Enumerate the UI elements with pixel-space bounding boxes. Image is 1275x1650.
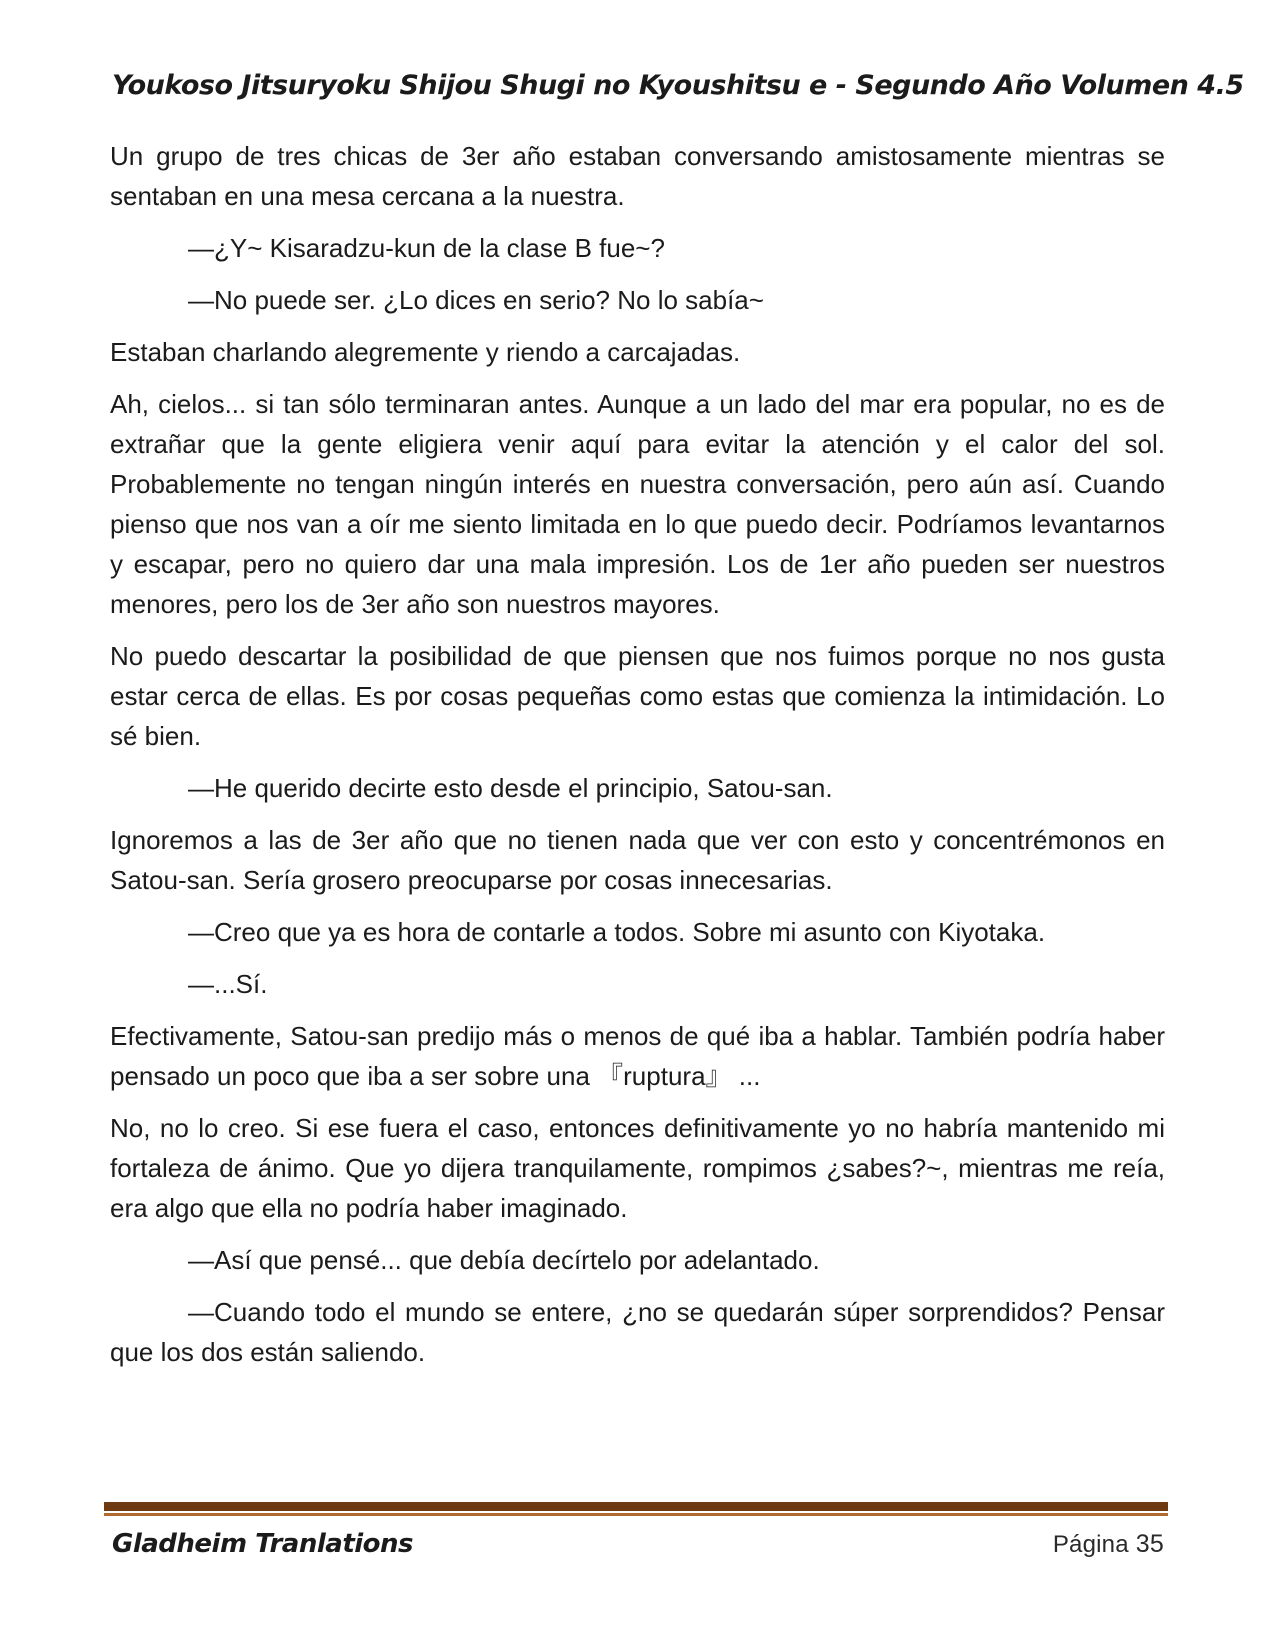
dialogue-paragraph: —Cuando todo el mundo se entere, ¿no se quedarán súper sorprendidos? Pensar que los dos están saliendo. bbox=[110, 1297, 1165, 1367]
page-label: Página bbox=[1052, 1531, 1129, 1558]
dialogue-paragraph: —Creo que ya es hora de contarle a todos. Sobre mi asunto con Kiyotaka. bbox=[188, 917, 1046, 947]
narration-paragraph: Ignoremos a las de 3er año que no tienen nada que ver con esto y concentrémonos en Satou-san. Sería grosero preocuparse por cosas innecesarias. bbox=[110, 825, 1165, 895]
footer-brand: Gladheim Tranlations bbox=[112, 1529, 414, 1559]
footer-rule bbox=[104, 1502, 1168, 1516]
paragraphs bbox=[110, 136, 1165, 1384]
dialogue-paragraph: —...Sí. bbox=[188, 969, 268, 999]
dialogue-paragraph: —¿Y~ Kisaradzu-kun de la clase B fue~? bbox=[188, 233, 665, 263]
footer-rule-thin-line bbox=[104, 1513, 1168, 1516]
page-number: 35 bbox=[1135, 1530, 1164, 1558]
footer-row bbox=[104, 1529, 1168, 1559]
narration-paragraph: Ah, cielos... si tan sólo terminaran antes. Aunque a un lado del mar era popular, no es de extrañar que la gente eligiera venir aquí para evitar la atención y el calor del sol. Probablemente no tengan ningún interés en nuestra conversación, pero aún así. Cuando pienso que nos van a oír me siento limitada en lo que puedo decir. Podríamos levantarnos y escapar, pero no quiero dar una mala impresión. Los de 1er año pueden ser nuestros menores, pero los de 3er año son nuestros mayores. bbox=[110, 389, 1165, 619]
dialogue-paragraph: —He querido decirte esto desde el principio, Satou-san. bbox=[188, 773, 833, 803]
page-header-title: Youkoso Jitsuryoku Shijou Shugi no Kyoushitsu e - Segundo Año Volumen 4.5 bbox=[112, 70, 1244, 101]
page-footer bbox=[104, 1502, 1168, 1559]
footer-rule-thick-line bbox=[104, 1502, 1168, 1511]
narration-paragraph: Efectivamente, Satou-san predijo más o menos de qué iba a hablar. También podría haber pensado un poco que iba a ser sobre una 『ruptura』 ... bbox=[110, 1021, 1165, 1091]
dialogue-paragraph: —No puede ser. ¿Lo dices en serio? No lo sabía~ bbox=[188, 285, 764, 315]
narration-paragraph: Un grupo de tres chicas de 3er año estaban conversando amistosamente mientras se sentaban en una mesa cercana a la nuestra. bbox=[110, 141, 1165, 211]
narration-paragraph: Estaban charlando alegremente y riendo a carcajadas. bbox=[110, 337, 741, 367]
page-number-group bbox=[1053, 1530, 1164, 1559]
narration-paragraph: No puedo descartar la posibilidad de que piensen que nos fuimos porque no nos gusta estar cerca de ellas. Es por cosas pequeñas como estas que comienza la intimidación. Lo sé bien. bbox=[110, 641, 1165, 751]
narration-paragraph: No, no lo creo. Si ese fuera el caso, entonces definitivamente yo no habría mantenido mi fortaleza de ánimo. Que yo dijera tranquilamente, rompimos ¿sabes?~, mientras me reía, era algo que ella no podría haber imaginado. bbox=[110, 1113, 1165, 1223]
dialogue-paragraph: —Así que pensé... que debía decírtelo por adelantado. bbox=[188, 1245, 820, 1275]
